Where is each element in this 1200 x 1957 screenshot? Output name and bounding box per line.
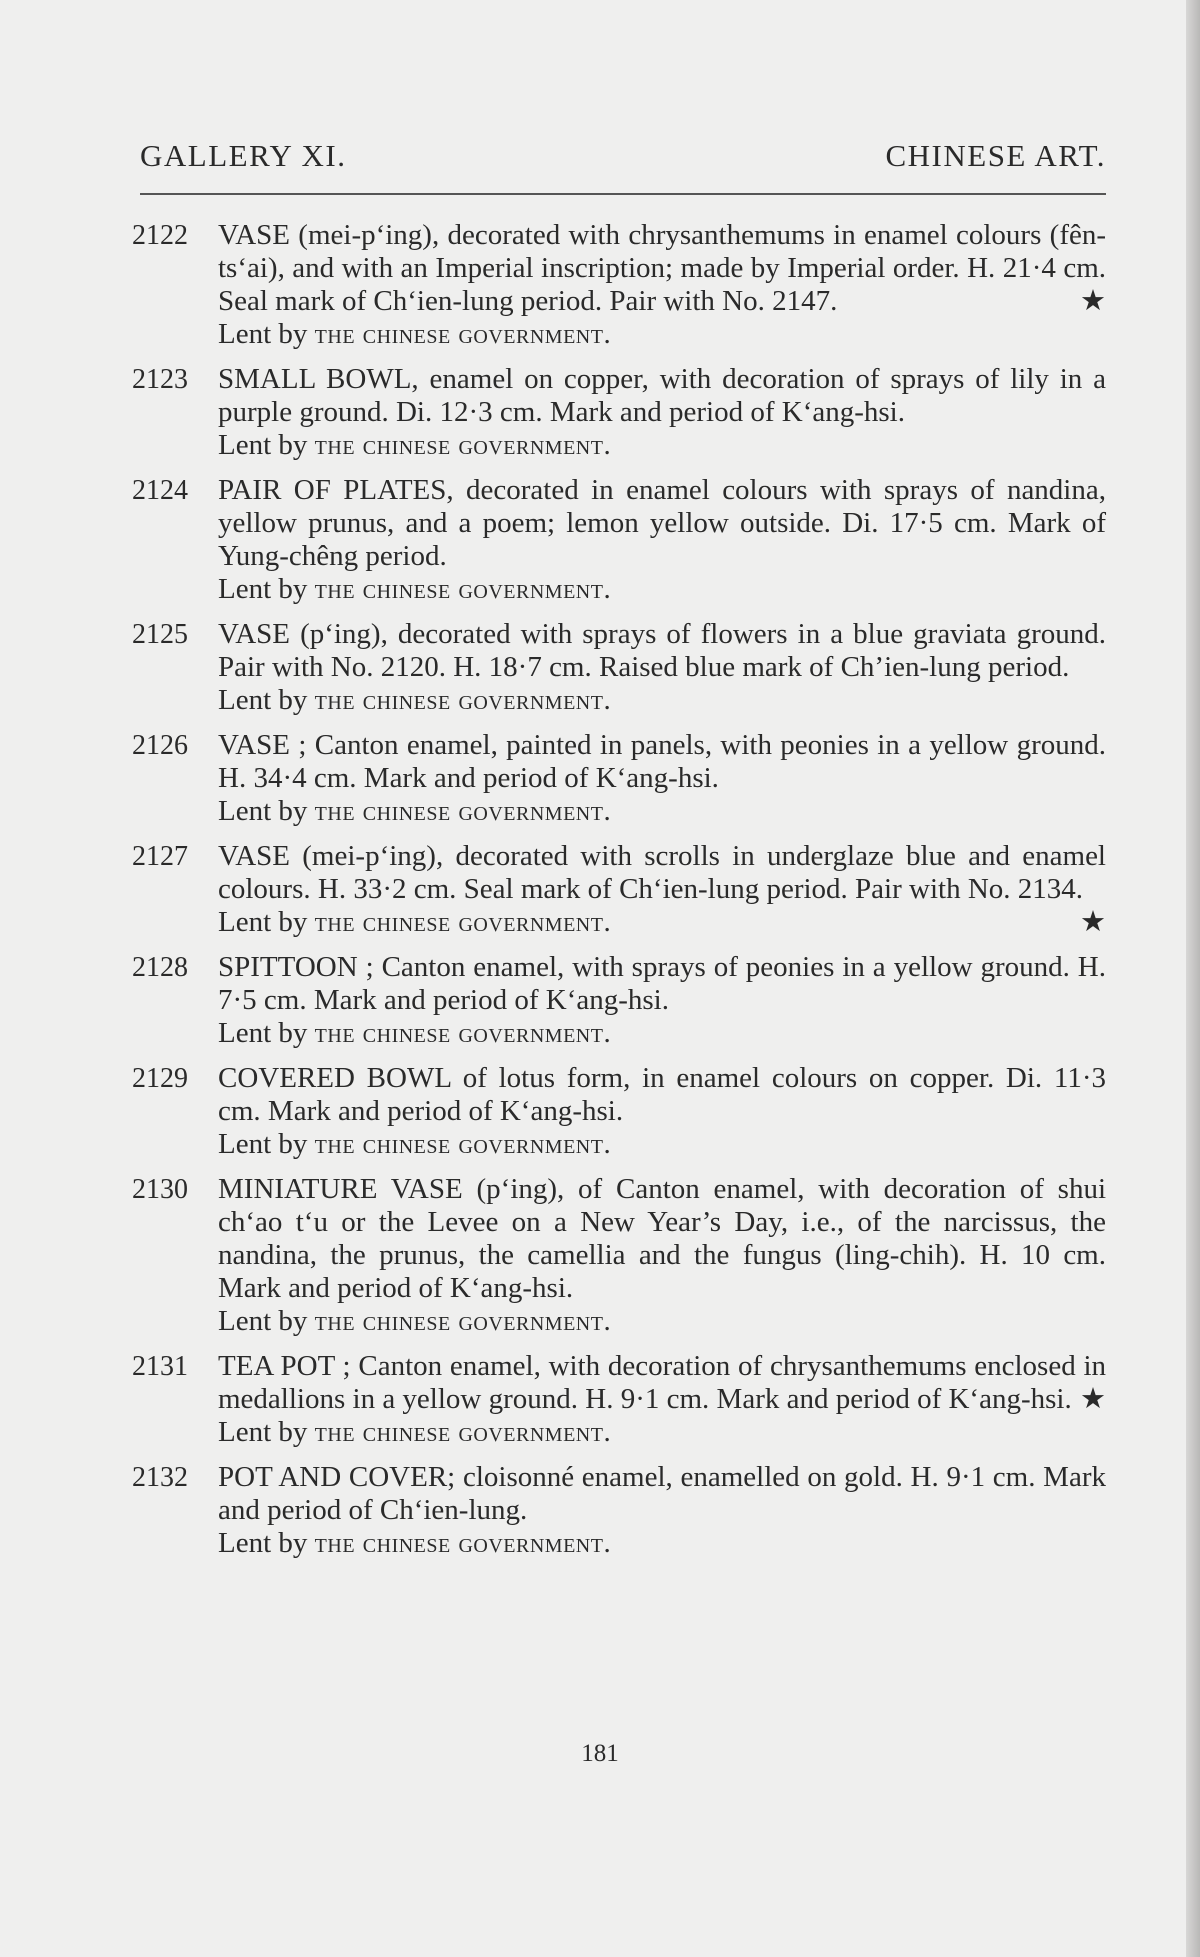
entry-description: (p‘ing), decorated with sprays of flowers in a blue graviata ground. Pair with No. 2120. H. 18·7 cm. Raised blue mark of Ch’ien-lung period.: [218, 618, 1107, 683]
lent-by-label: Lent by: [218, 318, 308, 350]
catalogue-entry: [132, 729, 1106, 828]
entry-description: Canton enamel, with decoration of chrysanthemums enclosed in medallions in a yellow ground. H. 9·1 cm. Mark and period of K‘ang-hsi.: [218, 1350, 1107, 1415]
entry-title: SMALL BOWL,: [218, 363, 419, 395]
lender-name: the chinese government.: [314, 573, 612, 605]
lender-name: the chinese government.: [314, 906, 612, 938]
entry-number: 2125: [132, 619, 188, 650]
lender-name: the chinese government.: [314, 684, 612, 716]
book-spine-edge: [1186, 0, 1200, 1957]
header-rule: [140, 193, 1106, 195]
entry-number: 2123: [132, 364, 188, 395]
lent-by-label: Lent by: [218, 1416, 308, 1448]
catalogue-entry: [132, 1461, 1106, 1560]
catalogue-entry: [132, 951, 1106, 1050]
entry-number: 2124: [132, 475, 188, 506]
entry-description: (mei-p‘ing), decorated with scrolls in underglaze blue and enamel colours. H. 33·2 cm. Seal mark of Ch‘ien-lung period. Pair with No. 2134.: [218, 840, 1106, 905]
catalogue-entry: [132, 363, 1106, 462]
catalogue-entry: [132, 840, 1106, 939]
catalogue-entries: [132, 219, 1106, 1572]
page-number: 181: [581, 1740, 619, 1767]
entry-number: 2128: [132, 952, 188, 983]
entry-title: TEA POT ;: [218, 1350, 351, 1382]
entry-number: 2132: [132, 1462, 188, 1493]
lent-by-label: Lent by: [218, 1017, 308, 1049]
lender-name: the chinese government.: [314, 1305, 612, 1337]
entry-description: of lotus form, in enamel colours on copper. Di. 11·3 cm. Mark and period of K‘ang-hsi.: [218, 1062, 1106, 1127]
entry-number: 2126: [132, 730, 188, 761]
entry-description: cloisonné enamel, enamelled on gold. H. 9·1 cm. Mark and period of Ch‘ien-lung.: [218, 1461, 1106, 1526]
entry-description: enamel on copper, with decoration of sprays of lily in a purple ground. Di. 12·3 cm. Mark and period of K‘ang-hsi.: [218, 363, 1106, 428]
lent-by-label: Lent by: [218, 429, 308, 461]
entry-title: VASE: [218, 618, 290, 650]
entry-number: 2127: [132, 841, 188, 872]
entry-title: VASE: [218, 840, 290, 872]
entry-title: COVERED BOWL: [218, 1062, 451, 1094]
lender-name: the chinese government.: [314, 1416, 612, 1448]
entry-number: 2130: [132, 1174, 188, 1205]
entry-number: 2131: [132, 1351, 188, 1382]
catalogue-entry: [132, 474, 1106, 606]
entry-description: (p‘ing), of Canton enamel, with decoration of shui ch‘ao t‘u or the Levee on a New Year’s Day, i.e., of the narcissus, the nandina, the prunus, the camellia and the fungus (ling-chih). H. 10 cm. Mark and period of K‘ang-hsi.: [218, 1173, 1107, 1304]
entry-number: 2129: [132, 1063, 188, 1094]
lent-by-label: Lent by: [218, 1128, 308, 1160]
entry-description: Canton enamel, with sprays of peonies in a yellow ground. H. 7·5 cm. Mark and period of K‘ang-hsi.: [218, 951, 1106, 1016]
entry-number: 2122: [132, 220, 188, 251]
header-gallery: GALLERY XI.: [140, 138, 347, 173]
lent-by-label: Lent by: [218, 906, 308, 938]
lender-name: the chinese government.: [314, 429, 612, 461]
lent-by-label: Lent by: [218, 795, 308, 827]
entry-description: Canton enamel, painted in panels, with peonies in a yellow ground. H. 34·4 cm. Mark and period of K‘ang-hsi.: [218, 729, 1106, 794]
entry-title: SPITTOON ;: [218, 951, 374, 983]
star-icon: ★: [1080, 906, 1106, 938]
lender-name: the chinese government.: [314, 795, 612, 827]
entry-description: (mei-p‘ing), decorated with chrysanthemums in enamel colours (fên-ts‘ai), and with an Imperial inscription; made by Imperial order. H. 21·4 cm. Seal mark of Ch‘ien-lung period. Pair with No. 2147.: [218, 219, 1107, 317]
star-icon: ★: [1080, 285, 1106, 317]
catalogue-entry: [132, 219, 1106, 351]
lender-name: the chinese government.: [314, 1017, 612, 1049]
entry-description: decorated in enamel colours with sprays of nandina, yellow prunus, and a poem; lemon yellow outside. Di. 17·5 cm. Mark of Yung-chêng period.: [218, 474, 1106, 572]
header-section: CHINESE ART.: [885, 138, 1106, 173]
lender-name: the chinese government.: [314, 1527, 612, 1559]
entry-title: VASE ;: [218, 729, 307, 761]
catalogue-entry: [132, 1062, 1106, 1161]
lender-name: the chinese government.: [314, 1128, 612, 1160]
catalogue-entry: [132, 1173, 1106, 1338]
entry-title: POT AND COVER;: [218, 1461, 456, 1493]
lent-by-label: Lent by: [218, 684, 308, 716]
entry-title: MINIATURE VASE: [218, 1173, 463, 1205]
catalogue-entry: [132, 618, 1106, 717]
lent-by-label: Lent by: [218, 1527, 308, 1559]
entry-title: VASE: [218, 219, 290, 251]
catalogue-entry: [132, 1350, 1106, 1449]
entry-title: PAIR OF PLATES,: [218, 474, 454, 506]
lender-name: the chinese government.: [314, 318, 612, 350]
lent-by-label: Lent by: [218, 1305, 308, 1337]
lent-by-label: Lent by: [218, 573, 308, 605]
star-icon: ★: [1080, 1383, 1106, 1415]
running-header: [140, 138, 1106, 174]
